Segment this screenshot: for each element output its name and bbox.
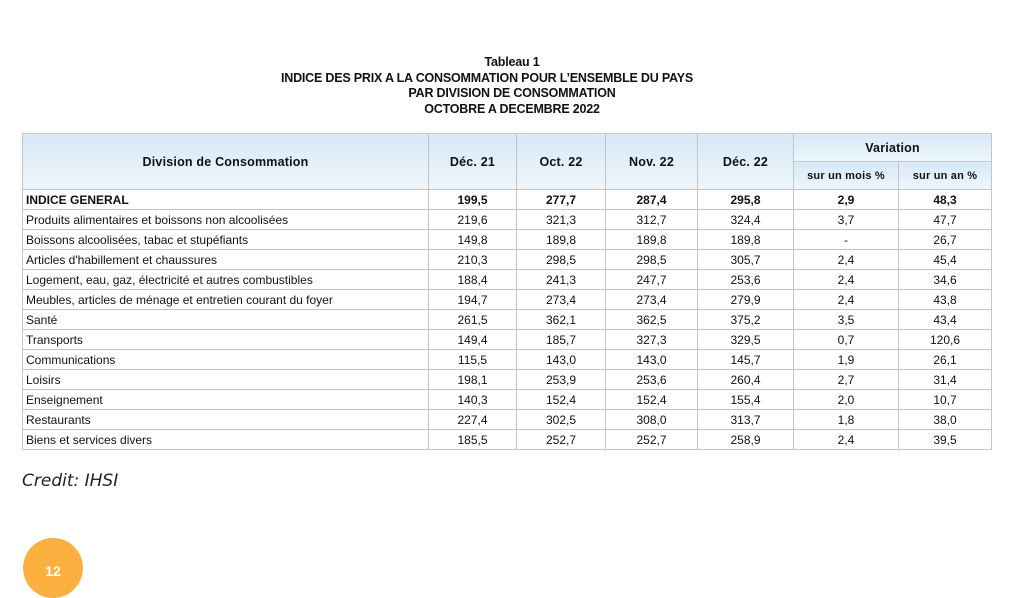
cell-nov22: 298,5 bbox=[606, 250, 698, 270]
cell-month-pct: 1,8 bbox=[794, 410, 899, 430]
cell-month-pct: 2,9 bbox=[794, 190, 899, 210]
credit-text: Credit: IHSI bbox=[22, 471, 119, 491]
header-year-pct: sur un an % bbox=[899, 162, 992, 190]
cell-oct22: 185,7 bbox=[517, 330, 606, 350]
cell-division: Meubles, articles de ménage et entretien courant du foyer bbox=[23, 290, 429, 310]
table-row bbox=[23, 370, 992, 390]
cell-dec22: 375,2 bbox=[698, 310, 794, 330]
cell-division: Produits alimentaires et boissons non alcoolisées bbox=[23, 210, 429, 230]
cell-dec21: 188,4 bbox=[429, 270, 517, 290]
cell-division: Articles d'habillement et chaussures bbox=[23, 250, 429, 270]
cell-year-pct: 26,7 bbox=[899, 230, 992, 250]
cell-oct22: 152,4 bbox=[517, 390, 606, 410]
cell-oct22: 298,5 bbox=[517, 250, 606, 270]
cell-oct22: 273,4 bbox=[517, 290, 606, 310]
table-title: INDICE DES PRIX A LA CONSOMMATION POUR L’ENSEMBLE DU PAYS bbox=[280, 70, 694, 85]
cell-month-pct: 2,4 bbox=[794, 290, 899, 310]
cell-month-pct: 2,7 bbox=[794, 370, 899, 390]
cell-dec21: 261,5 bbox=[429, 310, 517, 330]
cell-month-pct: - bbox=[794, 230, 899, 250]
cell-dec21: 185,5 bbox=[429, 430, 517, 450]
table-row bbox=[23, 290, 992, 310]
cell-division: Boissons alcoolisées, tabac et stupéfiants bbox=[23, 230, 429, 250]
page-number-badge bbox=[23, 538, 83, 598]
cell-year-pct: 26,1 bbox=[899, 350, 992, 370]
cell-month-pct: 3,5 bbox=[794, 310, 899, 330]
header-nov22: Nov. 22 bbox=[606, 134, 698, 190]
cell-nov22: 273,4 bbox=[606, 290, 698, 310]
cell-year-pct: 43,8 bbox=[899, 290, 992, 310]
cell-year-pct: 47,7 bbox=[899, 210, 992, 230]
table-subtitle: PAR DIVISION DE CONSOMMATION bbox=[408, 86, 616, 100]
cell-oct22: 253,9 bbox=[517, 370, 606, 390]
cell-nov22: 189,8 bbox=[606, 230, 698, 250]
header-variation: Variation bbox=[794, 134, 992, 162]
cell-dec21: 140,3 bbox=[429, 390, 517, 410]
table-period: OCTOBRE A DECEMBRE 2022 bbox=[424, 101, 600, 116]
cell-dec22: 279,9 bbox=[698, 290, 794, 310]
cell-year-pct: 10,7 bbox=[899, 390, 992, 410]
cell-dec21: 149,8 bbox=[429, 230, 517, 250]
cell-nov22: 253,6 bbox=[606, 370, 698, 390]
cpi-table bbox=[22, 133, 992, 450]
cell-year-pct: 45,4 bbox=[899, 250, 992, 270]
cell-oct22: 321,3 bbox=[517, 210, 606, 230]
cell-oct22: 189,8 bbox=[517, 230, 606, 250]
cell-nov22: 312,7 bbox=[606, 210, 698, 230]
table-row bbox=[23, 270, 992, 290]
cell-year-pct: 34,6 bbox=[899, 270, 992, 290]
table-number: Tableau 1 bbox=[484, 55, 540, 69]
cell-dec22: 305,7 bbox=[698, 250, 794, 270]
cell-dec22: 145,7 bbox=[698, 350, 794, 370]
cell-division: Logement, eau, gaz, électricité et autres combustibles bbox=[23, 270, 429, 290]
table-row bbox=[23, 350, 992, 370]
cell-dec22: 329,5 bbox=[698, 330, 794, 350]
cell-month-pct: 2,4 bbox=[794, 430, 899, 450]
cell-dec21: 115,5 bbox=[429, 350, 517, 370]
cell-nov22: 143,0 bbox=[606, 350, 698, 370]
cell-dec22: 258,9 bbox=[698, 430, 794, 450]
cell-dec22: 295,8 bbox=[698, 190, 794, 210]
page-number: 12 bbox=[45, 563, 61, 579]
cell-year-pct: 48,3 bbox=[899, 190, 992, 210]
table-row bbox=[23, 330, 992, 350]
header-dec21: Déc. 21 bbox=[429, 134, 517, 190]
cell-nov22: 152,4 bbox=[606, 390, 698, 410]
cell-oct22: 362,1 bbox=[517, 310, 606, 330]
cell-oct22: 252,7 bbox=[517, 430, 606, 450]
cell-oct22: 302,5 bbox=[517, 410, 606, 430]
cell-division: Restaurants bbox=[23, 410, 429, 430]
cell-nov22: 327,3 bbox=[606, 330, 698, 350]
cell-dec21: 194,7 bbox=[429, 290, 517, 310]
table-row bbox=[23, 410, 992, 430]
cell-month-pct: 2,4 bbox=[794, 270, 899, 290]
cell-month-pct: 0,7 bbox=[794, 330, 899, 350]
cell-dec21: 199,5 bbox=[429, 190, 517, 210]
table-row bbox=[23, 210, 992, 230]
table-row bbox=[23, 230, 992, 250]
table-row bbox=[23, 310, 992, 330]
table-row-general bbox=[23, 190, 992, 210]
cell-month-pct: 2,0 bbox=[794, 390, 899, 410]
cell-oct22: 277,7 bbox=[517, 190, 606, 210]
cell-division: Loisirs bbox=[23, 370, 429, 390]
cell-division: Santé bbox=[23, 310, 429, 330]
cell-dec21: 210,3 bbox=[429, 250, 517, 270]
table-row bbox=[23, 430, 992, 450]
cell-nov22: 308,0 bbox=[606, 410, 698, 430]
cell-dec21: 198,1 bbox=[429, 370, 517, 390]
cell-division: Transports bbox=[23, 330, 429, 350]
header-dec22: Déc. 22 bbox=[698, 134, 794, 190]
cell-division: Biens et services divers bbox=[23, 430, 429, 450]
cell-dec21: 149,4 bbox=[429, 330, 517, 350]
cell-year-pct: 43,4 bbox=[899, 310, 992, 330]
cell-year-pct: 38,0 bbox=[899, 410, 992, 430]
cell-nov22: 362,5 bbox=[606, 310, 698, 330]
table-title-block bbox=[0, 55, 1024, 117]
header-month-pct: sur un mois % bbox=[794, 162, 899, 190]
cell-dec22: 253,6 bbox=[698, 270, 794, 290]
cell-year-pct: 39,5 bbox=[899, 430, 992, 450]
cell-dec21: 227,4 bbox=[429, 410, 517, 430]
table-row bbox=[23, 390, 992, 410]
cell-division: Enseignement bbox=[23, 390, 429, 410]
cell-dec22: 324,4 bbox=[698, 210, 794, 230]
cell-year-pct: 120,6 bbox=[899, 330, 992, 350]
table-row bbox=[23, 250, 992, 270]
cell-dec22: 260,4 bbox=[698, 370, 794, 390]
cell-oct22: 241,3 bbox=[517, 270, 606, 290]
cell-year-pct: 31,4 bbox=[899, 370, 992, 390]
cell-dec22: 155,4 bbox=[698, 390, 794, 410]
header-division: Division de Consommation bbox=[23, 134, 429, 190]
cell-division: INDICE GENERAL bbox=[23, 190, 429, 210]
cell-dec21: 219,6 bbox=[429, 210, 517, 230]
cell-nov22: 252,7 bbox=[606, 430, 698, 450]
cell-division: Communications bbox=[23, 350, 429, 370]
cell-month-pct: 1,9 bbox=[794, 350, 899, 370]
cell-nov22: 287,4 bbox=[606, 190, 698, 210]
cell-month-pct: 2,4 bbox=[794, 250, 899, 270]
cell-dec22: 189,8 bbox=[698, 230, 794, 250]
cell-oct22: 143,0 bbox=[517, 350, 606, 370]
cell-month-pct: 3,7 bbox=[794, 210, 899, 230]
header-oct22: Oct. 22 bbox=[517, 134, 606, 190]
cell-dec22: 313,7 bbox=[698, 410, 794, 430]
cell-nov22: 247,7 bbox=[606, 270, 698, 290]
